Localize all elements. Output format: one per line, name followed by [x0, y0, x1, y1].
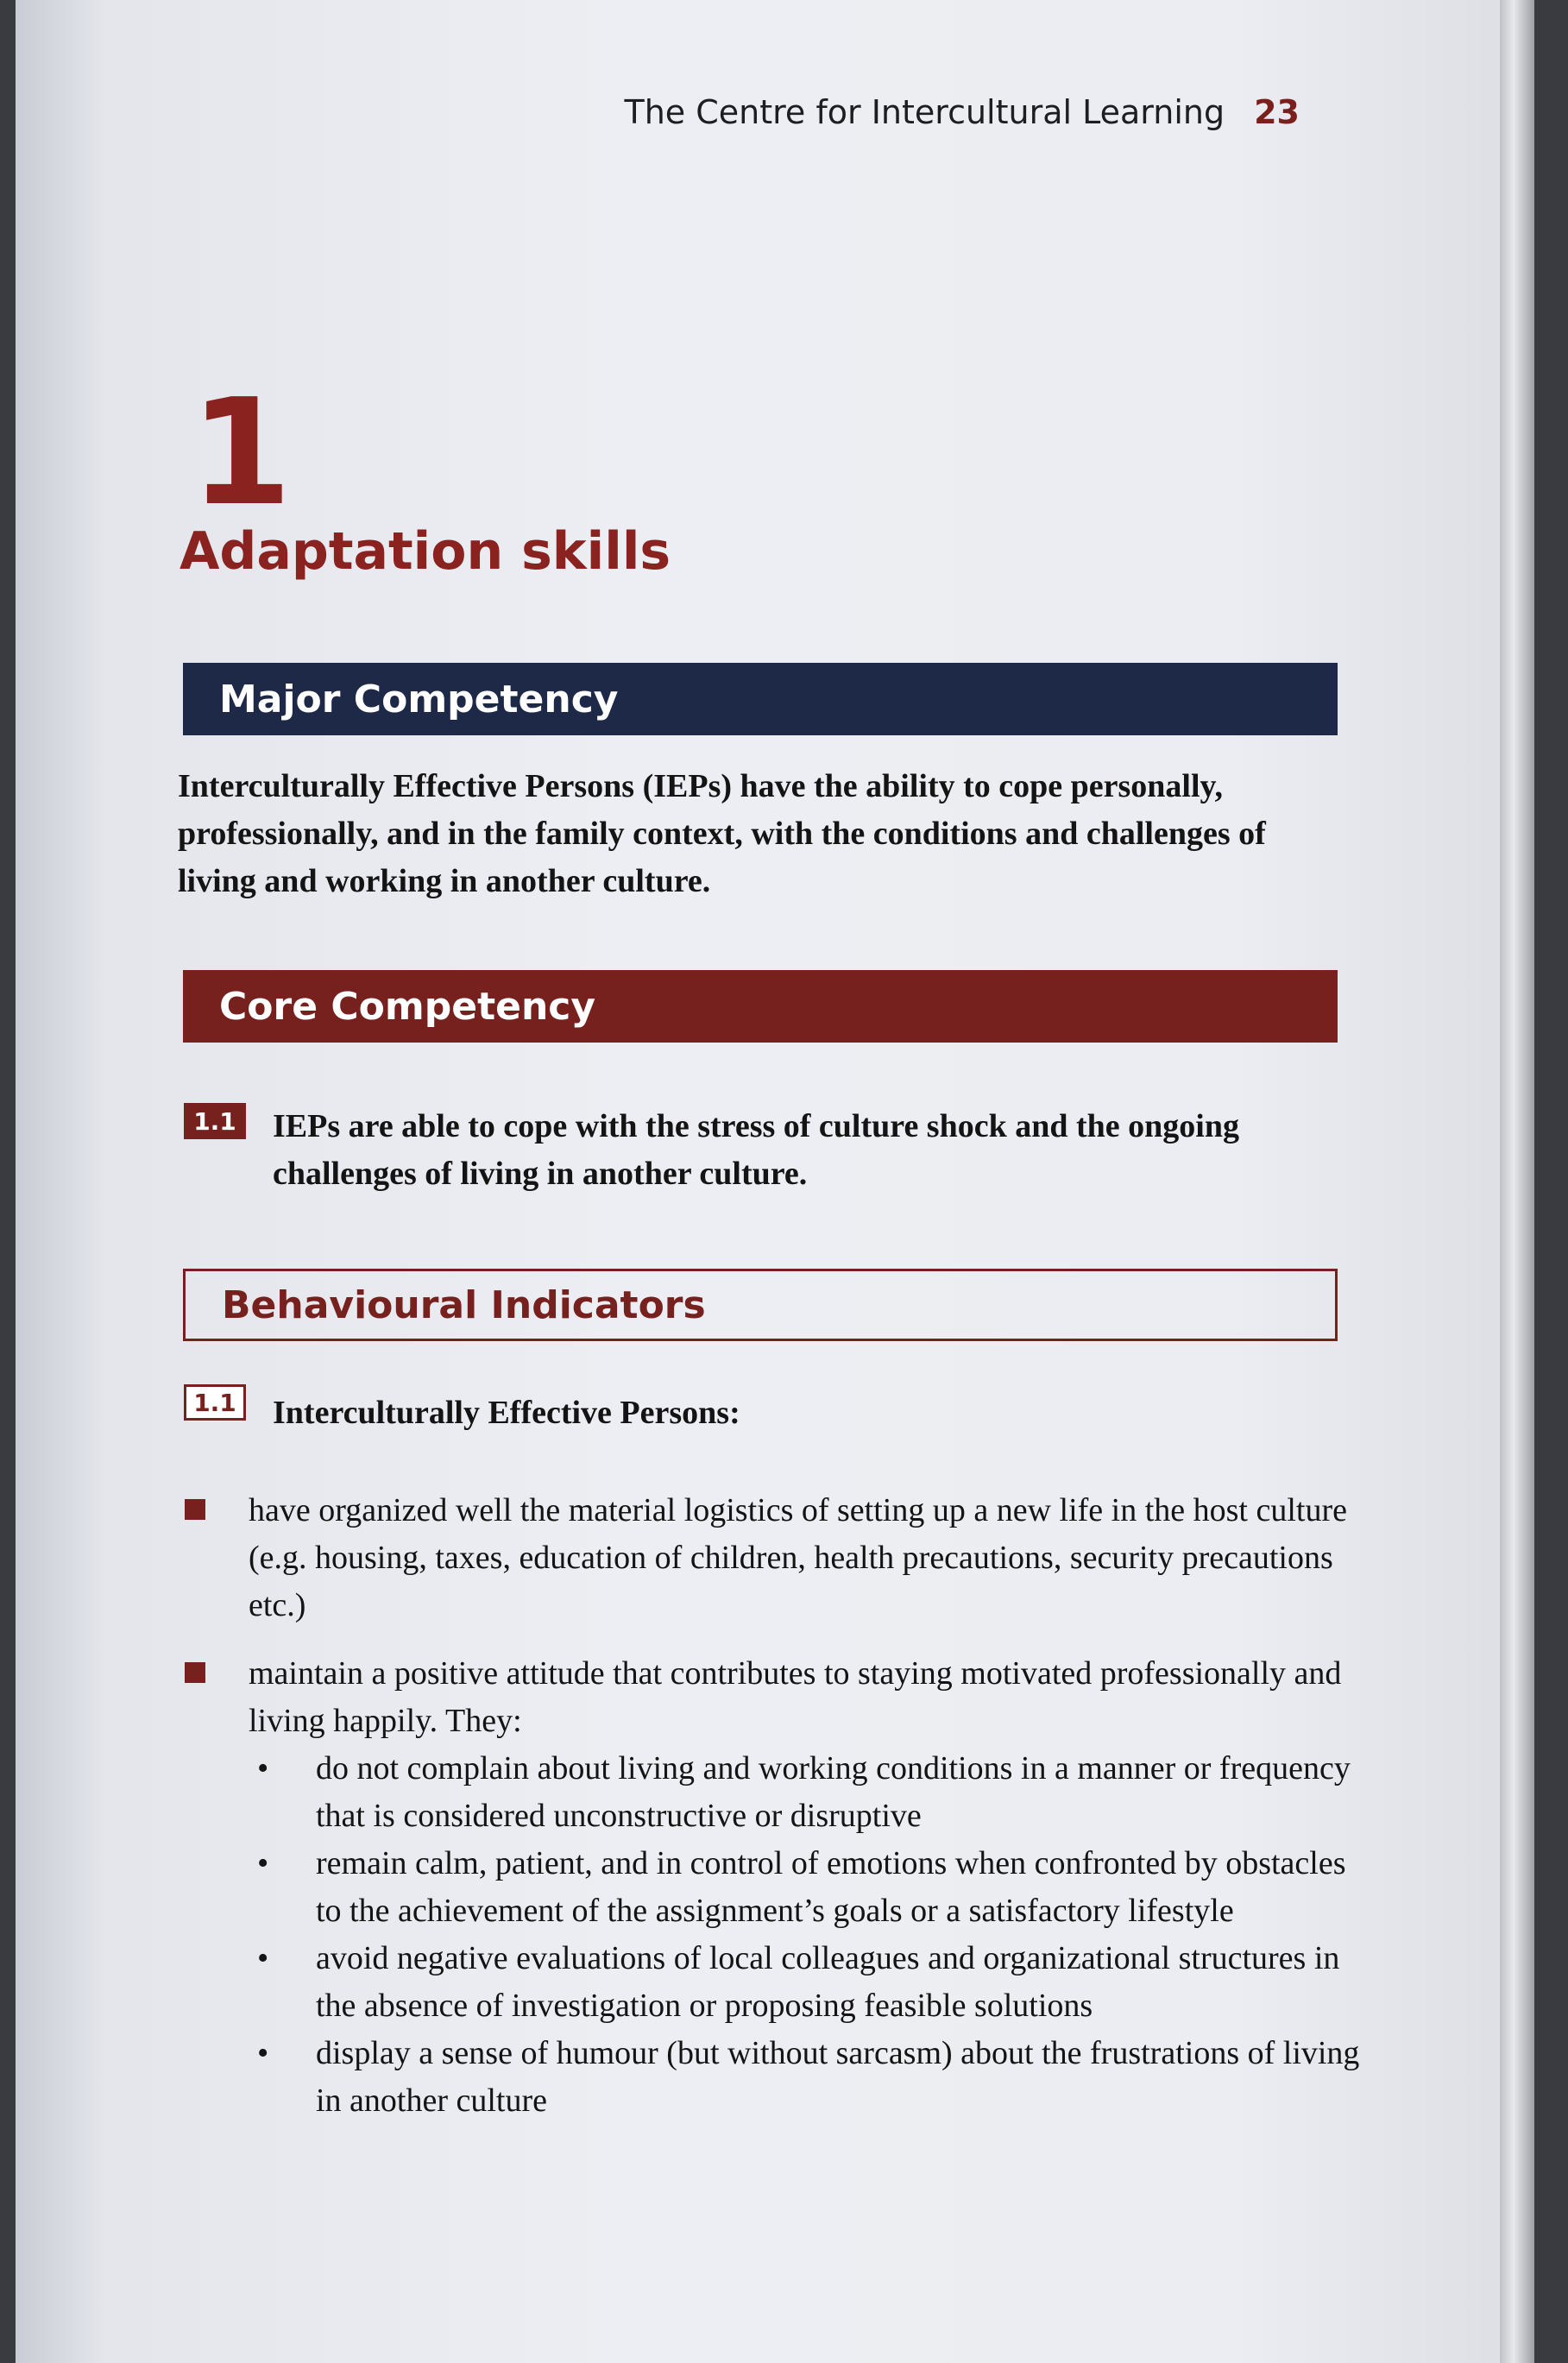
chapter-title: Adaptation skills: [179, 521, 671, 582]
square-bullet-icon: [185, 1499, 205, 1520]
book-page: [16, 0, 1534, 2363]
behavioural-indicators-heading: Behavioural Indicators: [183, 1269, 1338, 1341]
major-competency-text: Interculturally Effective Persons (IEPs) have the ability to cope personally, professionally, and in the family context, with the conditions and challenges of living and working in another culture.: [178, 768, 1266, 899]
sub-list: [249, 1745, 1376, 2125]
sub-list-item-text: remain calm, patient, and in control of emotions when confronted by obstacles to the achievement of the assignment’s goals or a satisfactory lifestyle: [316, 1845, 1346, 1929]
sub-list-item-text: do not complain about living and working conditions in a manner or frequency that is considered unconstructive or disruptive: [316, 1750, 1351, 1834]
chapter-number: 1: [190, 368, 293, 539]
running-title: The Centre for Intercultural Learning: [624, 93, 1225, 131]
sub-list-item: [249, 1840, 1376, 1935]
core-competency-text: IEPs are able to cope with the stress of culture shock and the ongoing challenges of living in another culture.: [273, 1108, 1239, 1192]
indicator-list: [185, 1487, 1376, 2146]
dot-bullet-icon: •: [257, 1940, 269, 1976]
sub-list-item: [249, 2030, 1376, 2125]
sub-list-item-text: avoid negative evaluations of local colleagues and organizational structures in the absence of investigation or proposing feasible solutions: [316, 1940, 1340, 2024]
dot-bullet-icon: •: [257, 2035, 269, 2071]
sub-list-item: [249, 1935, 1376, 2030]
sub-list-item: [249, 1745, 1376, 1840]
indicators-lead-in: Interculturally Effective Persons:: [273, 1395, 740, 1431]
book-spine-edge: [1500, 0, 1534, 2363]
square-bullet-icon: [185, 1662, 205, 1683]
dot-bullet-icon: •: [257, 1845, 269, 1881]
sub-list-item-text: display a sense of humour (but without sarcasm) about the frustrations of living in another culture: [316, 2035, 1360, 2119]
behavioural-indicators-badge: 1.1: [184, 1384, 246, 1421]
page-number: 23: [1254, 93, 1300, 131]
list-item: [185, 1650, 1376, 2125]
list-item-text: have organized well the material logistics of setting up a new life in the host culture (e.g. housing, taxes, education of children, health precautions, security precautions etc.): [249, 1492, 1347, 1623]
dot-bullet-icon: •: [257, 1750, 269, 1786]
list-item: [185, 1487, 1376, 1629]
list-item-text: maintain a positive attitude that contributes to staying motivated professionally and living happily. They:: [249, 1655, 1342, 1739]
major-competency-heading: Major Competency: [183, 663, 1338, 735]
core-competency-badge: 1.1: [184, 1103, 246, 1139]
core-competency-heading: Core Competency: [183, 970, 1338, 1043]
running-header: [624, 93, 1300, 131]
